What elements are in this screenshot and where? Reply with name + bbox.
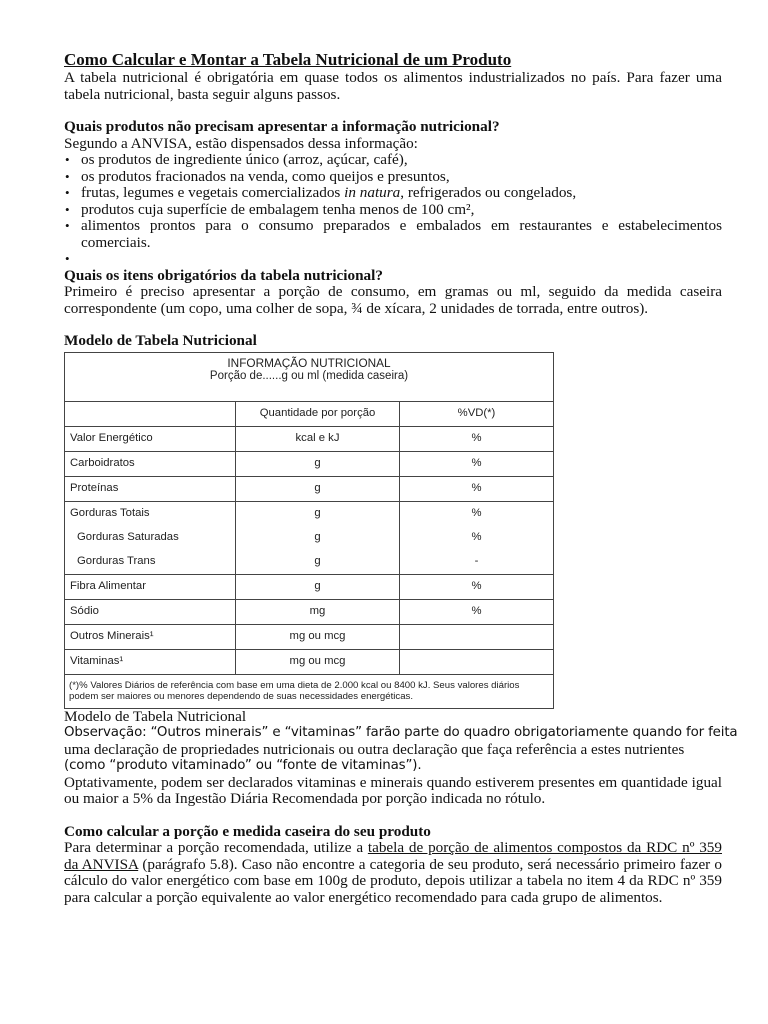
row-qty: kcal e kJ: [236, 426, 400, 451]
row-vd: %: [400, 476, 554, 501]
list-item-empty: [64, 251, 722, 268]
list-item: • os produtos de ingrediente único (arroz, açúcar, café),: [64, 152, 722, 169]
row-vd: %: [400, 574, 554, 599]
table-row: [65, 476, 554, 501]
row-vd: [400, 624, 554, 649]
table-row: [65, 451, 554, 476]
row-qty: mg ou mcg: [236, 649, 400, 674]
intro-paragraph: A tabela nutricional é obrigatória em quase todos os alimentos industrializados no país. Para fazer uma tabela nutricional, basta seguir alguns passos.: [64, 69, 722, 103]
list-item: • os produtos fracionados na venda, como queijos e presuntos,: [64, 169, 722, 186]
table-row: [65, 501, 554, 526]
table-row: [65, 426, 554, 451]
list-item: • produtos cuja superfície de embalagem tenha menos de 100 cm²,: [64, 202, 722, 219]
model-heading: Modelo de Tabela Nutricional: [64, 332, 257, 349]
row-vd: %: [400, 501, 554, 526]
page-title: Como Calcular e Montar a Tabela Nutricional de um Produto: [64, 50, 512, 69]
column-header-qty: Quantidade por porção: [236, 401, 400, 426]
row-qty: mg: [236, 599, 400, 624]
row-label: Proteínas: [65, 476, 236, 501]
row-qty: mg ou mcg: [236, 624, 400, 649]
exempt-list: [64, 152, 722, 268]
list-item: • alimentos prontos para o consumo preparados e embalados em restaurantes e estabelecimentos comerciais.: [64, 218, 722, 251]
row-label: Carboidratos: [65, 451, 236, 476]
section2-paragraph: Primeiro é preciso apresentar a porção de consumo, em gramas ou ml, seguido da medida caseira correspondente (um copo, uma colher de sopa, ¾ de xícara, 2 unidades de torrada, entre outros).: [64, 283, 722, 317]
section1-heading: Quais produtos não precisam apresentar a informação nutricional?: [64, 118, 500, 135]
row-qty: g: [236, 451, 400, 476]
section1-lead: Segundo a ANVISA, estão dispensados dessa informação:: [64, 134, 418, 152]
row-label: Valor Energético: [65, 426, 236, 451]
table-row: [65, 526, 554, 550]
row-qty: g: [236, 526, 400, 550]
observation-line: Observação: “Outros minerais” e “vitaminas” farão parte do quadro obrigatoriamente quando for feita: [64, 725, 738, 740]
row-vd: -: [400, 550, 554, 575]
section3-paragraph: Para determinar a porção recomendada, utilize a tabela de porção de alimentos compostos da RDC nº 359 da ANVISA (parágrafo 5.8). Caso não encontre a categoria de seu produto, será necessário primeiro fazer o cálculo do valor energético com base em 100g de produto, depois utilizar a tabela no item 4 da RDC nº 359 para calcular a porção equivalente ao valor energético recomendado para cada grupo de alimentos.: [64, 839, 722, 906]
table-subtitle: Porção de......g ou ml (medida caseira): [209, 369, 409, 382]
column-header-vd: %VD(*): [400, 401, 554, 426]
row-vd: %: [400, 451, 554, 476]
row-qty: g: [236, 550, 400, 575]
row-label: Gorduras Trans: [65, 550, 236, 575]
observation-cont: uma declaração de propriedades nutricionais ou outra declaração que faça referência a estes nutrientes: [64, 740, 685, 758]
rdc-359-link[interactable]: tabela de porção de alimentos compostos da RDC nº 359 da ANVISA: [64, 839, 722, 873]
section3-heading: Como calcular a porção e medida caseira do seu produto: [64, 822, 431, 840]
row-label: Sódio: [65, 599, 236, 624]
table-row: [65, 599, 554, 624]
row-qty: g: [236, 501, 400, 526]
observation-cont-2: (como “produto vitaminado” ou “fonte de vitaminas”).: [64, 758, 422, 773]
table-footnote: (*)% Valores Diários de referência com base em uma dieta de 2.000 kcal ou 8400 kJ. Seus valores diários podem ser maiores ou menores dependendo de suas necessidades energéticas.: [65, 674, 554, 708]
table-title: INFORMAÇÃO NUTRICIONAL: [227, 355, 391, 370]
row-label: Gorduras Totais: [65, 501, 236, 526]
table-header: [65, 352, 554, 401]
row-label: Vitaminas¹: [65, 649, 236, 674]
row-vd: %: [400, 426, 554, 451]
table-row: [65, 649, 554, 674]
figure-caption: Modelo de Tabela Nutricional: [64, 707, 247, 725]
row-vd: %: [400, 599, 554, 624]
table-row: [65, 624, 554, 649]
row-label: Outros Minerais¹: [65, 624, 236, 649]
document-page: [64, 50, 738, 906]
row-label: Gorduras Saturadas: [65, 526, 236, 550]
section2-heading: Quais os itens obrigatórios da tabela nutricional?: [64, 266, 383, 284]
row-vd: %: [400, 526, 554, 550]
row-qty: g: [236, 574, 400, 599]
row-vd: [400, 649, 554, 674]
column-header-empty: [65, 401, 236, 426]
table-row: [65, 550, 554, 575]
table-row: [65, 574, 554, 599]
row-label: Fibra Alimentar: [65, 574, 236, 599]
row-qty: g: [236, 476, 400, 501]
nutrition-table: [64, 352, 554, 709]
list-item: • frutas, legumes e vegetais comercializados in natura, refrigerados ou congelados,: [64, 185, 722, 202]
optional-paragraph: Optativamente, podem ser declarados vitaminas e minerais quando estiverem presentes em quantidade igual ou maior a 5% da Ingestão Diária Recomendada por porção indicada no rótulo.: [64, 773, 722, 807]
